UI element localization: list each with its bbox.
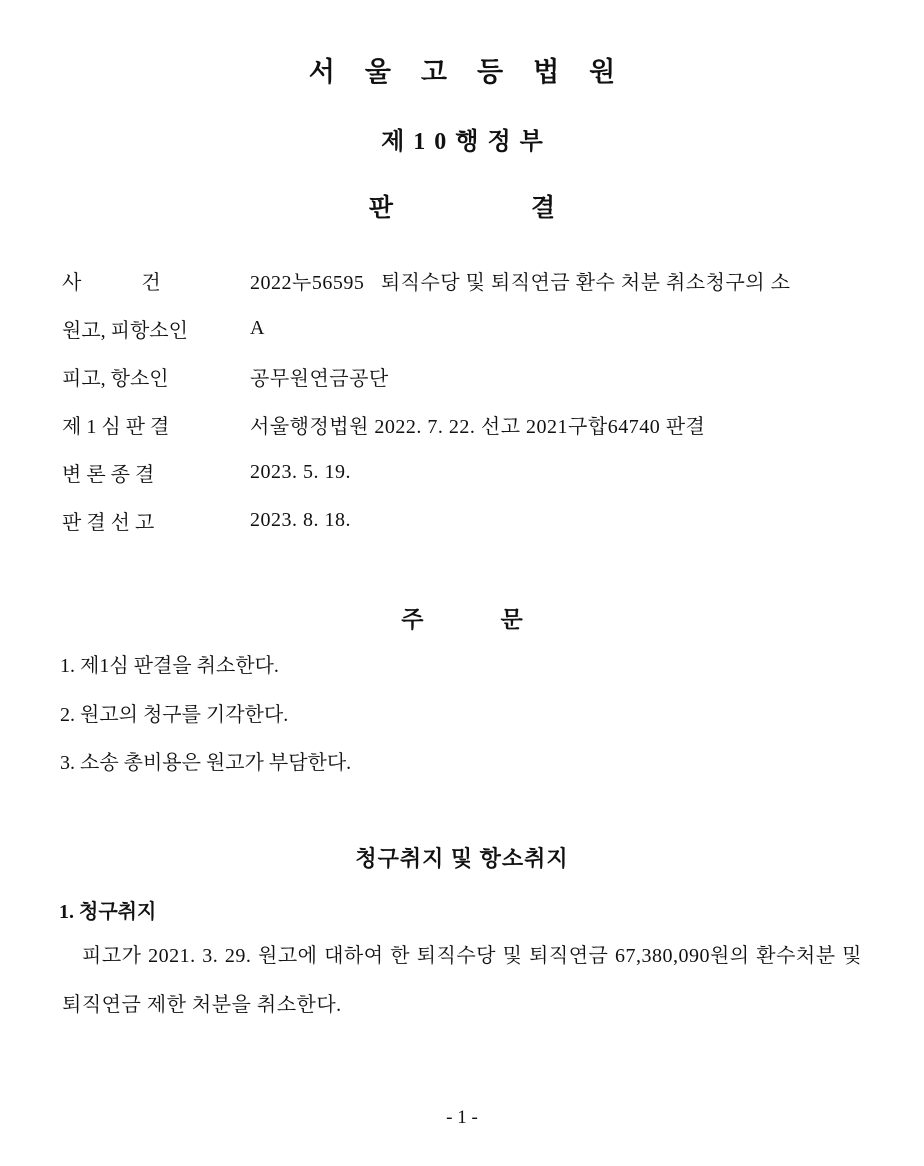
order-heading-text: 주문 bbox=[401, 607, 600, 632]
case-info-row-case bbox=[62, 256, 866, 304]
case-number-value: 2022누56595 퇴직수당 및 퇴직연금 환수 처분 취소청구의 소 bbox=[250, 271, 791, 294]
defendant-label: 피고, 항소인 bbox=[62, 367, 169, 390]
court-title bbox=[0, 50, 924, 89]
judgment-date-label: 판 결 선 고 bbox=[62, 511, 155, 534]
case-info-row-first-instance bbox=[62, 400, 866, 448]
order-item-3: 3. 소송 총비용은 원고가 부담한다. bbox=[60, 752, 352, 774]
plaintiff-label: 원고, 피항소인 bbox=[62, 319, 188, 342]
case-info-row-defendant bbox=[62, 352, 866, 400]
hearing-closed-value: 2023. 5. 19. bbox=[250, 460, 351, 483]
order-item-2: 2. 원고의 청구를 기각한다. bbox=[60, 703, 289, 726]
judgment-title bbox=[0, 188, 924, 224]
claim-subsection-heading: 1. 청구취지 bbox=[59, 901, 157, 923]
case-info-row-judgment-date bbox=[62, 496, 866, 544]
case-info-row-hearing-closed bbox=[62, 448, 866, 496]
case-info-row-plaintiff bbox=[62, 304, 866, 352]
case-number-label: 사 건 bbox=[62, 271, 161, 294]
judgment-date-value: 2023. 8. 18. bbox=[250, 508, 351, 531]
hearing-closed-label: 변 론 종 결 bbox=[62, 463, 155, 486]
page-number: - 1 - bbox=[446, 1107, 478, 1128]
plaintiff-value: A bbox=[250, 316, 265, 339]
first-instance-value: 서울행정법원 2022. 7. 22. 선고 2021구합64740 판결 bbox=[250, 415, 706, 438]
claim-paragraph: 피고가 2021. 3. 29. 원고에 대하여 한 퇴직수당 및 퇴직연금 67,380,090원의 환수처분 및 퇴직연금 제한 처분을 취소한다. bbox=[62, 945, 862, 1016]
order-item-1: 1. 제1심 판결을 취소한다. bbox=[60, 655, 279, 677]
claim-section-heading: 청구취지 및 항소취지 bbox=[355, 846, 569, 871]
order-section-heading bbox=[0, 601, 924, 634]
defendant-value: 공무원연금공단 bbox=[250, 367, 389, 390]
division-title bbox=[0, 121, 924, 156]
order-list bbox=[60, 642, 866, 788]
judgment-title-text: 판결 bbox=[368, 195, 694, 222]
division-title-text: 제10행정부 bbox=[381, 129, 552, 155]
case-info-table bbox=[62, 256, 866, 544]
first-instance-label: 제 1 심 판 결 bbox=[62, 415, 170, 438]
court-title-text: 서울고등법원 bbox=[308, 57, 646, 87]
